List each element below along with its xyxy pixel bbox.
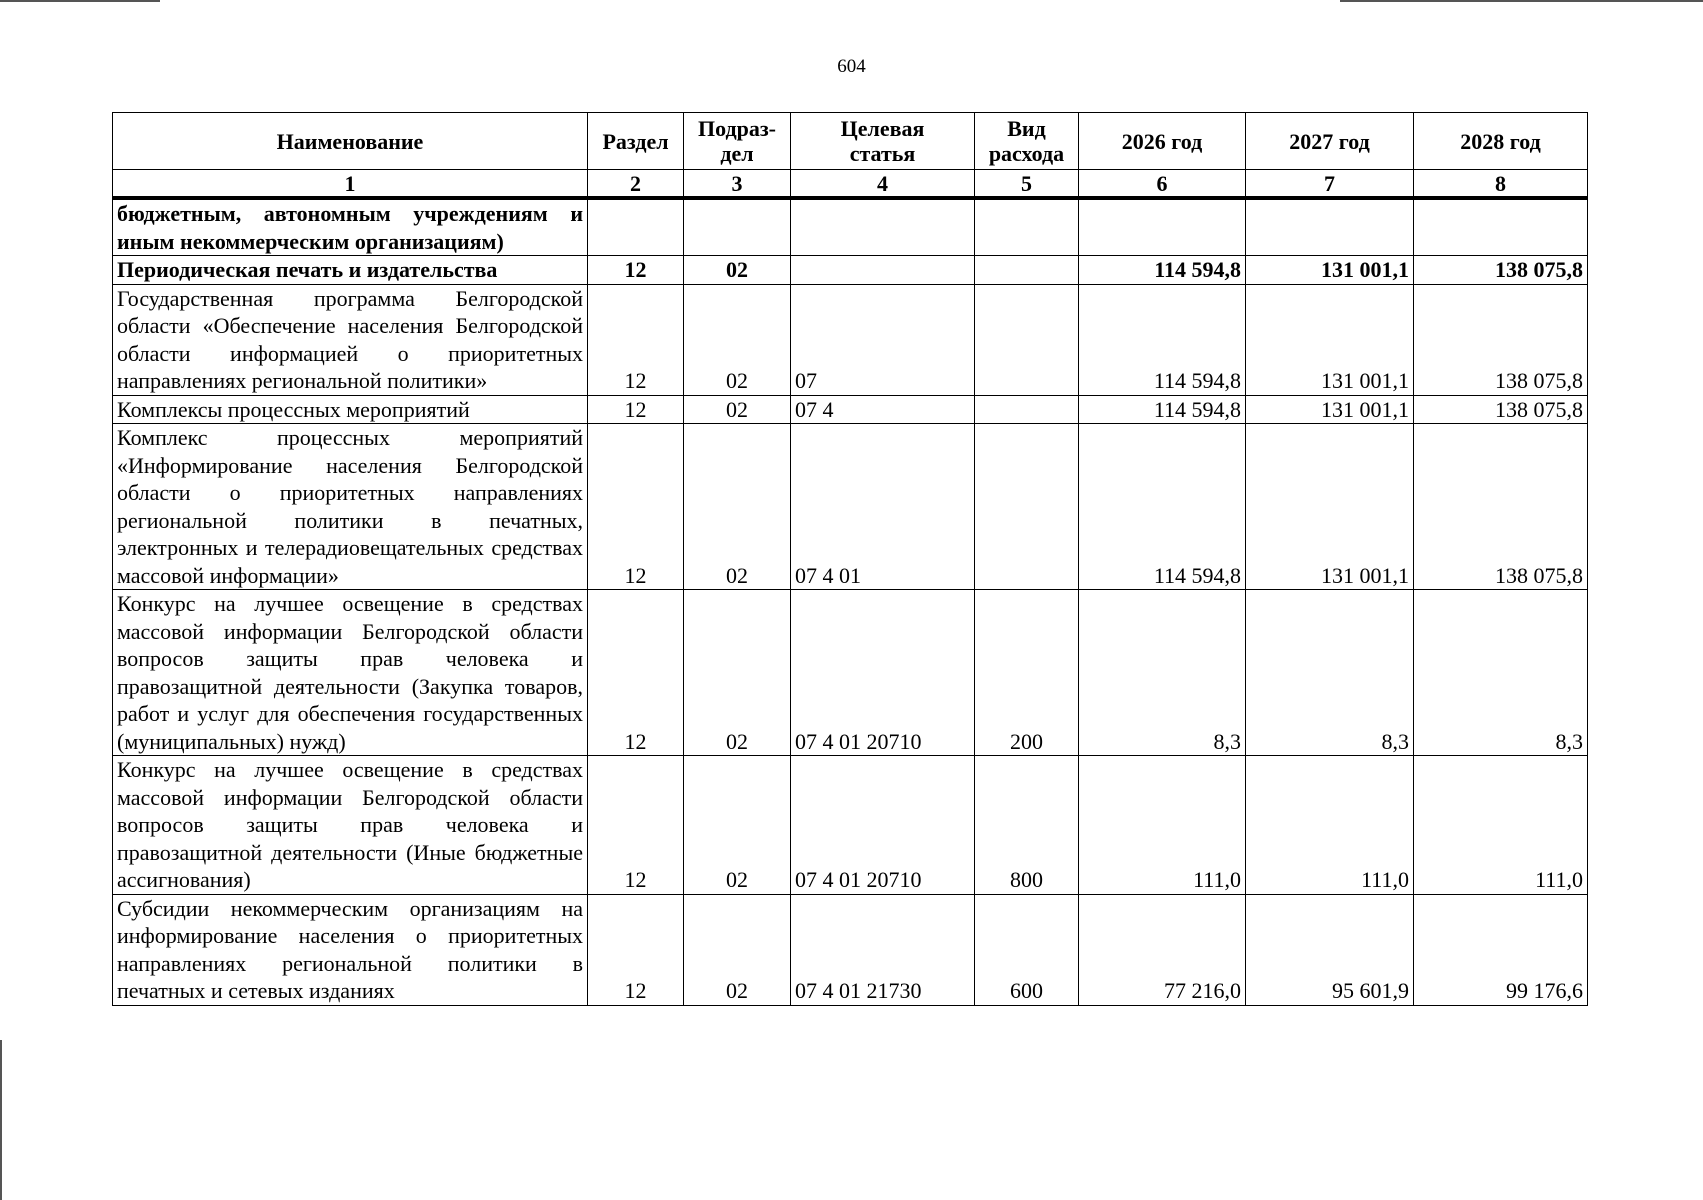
- amount-2026-cell: 114 594,8: [1079, 395, 1246, 424]
- table-body: [113, 198, 1588, 1005]
- amount-2026-cell: 77 216,0: [1079, 894, 1246, 1005]
- razdel-cell: 12: [588, 284, 684, 395]
- podrazdel-cell: 02: [684, 284, 791, 395]
- expense-type-cell: [975, 395, 1079, 424]
- razdel-cell: 12: [588, 590, 684, 756]
- header-cell: Раздел: [588, 113, 684, 170]
- razdel-cell: 12: [588, 424, 684, 590]
- amount-2027-cell: 131 001,1: [1246, 424, 1414, 590]
- amount-2026-cell: 114 594,8: [1079, 284, 1246, 395]
- column-number: 2: [588, 170, 684, 199]
- row-name-cell: бюджетным, автономным учреждениям и иным некоммерческим организациям): [113, 198, 588, 256]
- amount-2028-cell: 111,0: [1414, 756, 1588, 895]
- header-row: [113, 113, 1588, 170]
- table-row: [113, 756, 1588, 895]
- table-row: [113, 894, 1588, 1005]
- amount-2027-cell: 8,3: [1246, 590, 1414, 756]
- scan-edge-mark: [0, 0, 160, 2]
- row-name-cell: Государственная программа Белгородской области «Обеспечение населения Белгородской области информацией о приоритетных направлениях региональной политики»: [113, 284, 588, 395]
- expense-type-cell: [975, 198, 1079, 256]
- header-cell: Целевая статья: [791, 113, 975, 170]
- column-number: 6: [1079, 170, 1246, 199]
- table-row: [113, 256, 1588, 285]
- podrazdel-cell: 02: [684, 894, 791, 1005]
- target-article-cell: 07 4: [791, 395, 975, 424]
- expense-type-cell: 200: [975, 590, 1079, 756]
- column-number: 4: [791, 170, 975, 199]
- amount-2026-cell: 114 594,8: [1079, 424, 1246, 590]
- header-cell: 2028 год: [1414, 113, 1588, 170]
- podrazdel-cell: 02: [684, 256, 791, 285]
- amount-2028-cell: 138 075,8: [1414, 424, 1588, 590]
- amount-2027-cell: 131 001,1: [1246, 395, 1414, 424]
- razdel-cell: 12: [588, 395, 684, 424]
- target-article-cell: 07 4 01 20710: [791, 756, 975, 895]
- razdel-cell: 12: [588, 756, 684, 895]
- amount-2027-cell: 95 601,9: [1246, 894, 1414, 1005]
- table-row: [113, 590, 1588, 756]
- podrazdel-cell: 02: [684, 756, 791, 895]
- amount-2028-cell: 138 075,8: [1414, 284, 1588, 395]
- row-name-cell: Комплекс процессных мероприятий «Информирование населения Белгородской области о приоритетных направлениях региональной политики в печатных, электронных и телерадиовещательных средствах массовой информации»: [113, 424, 588, 590]
- scan-edge-mark: [0, 1040, 2, 1200]
- amount-2028-cell: 138 075,8: [1414, 256, 1588, 285]
- expense-type-cell: 800: [975, 756, 1079, 895]
- column-number: 5: [975, 170, 1079, 199]
- table-row: [113, 284, 1588, 395]
- target-article-cell: 07 4 01 21730: [791, 894, 975, 1005]
- expense-type-cell: [975, 284, 1079, 395]
- razdel-cell: [588, 198, 684, 256]
- scan-edge-mark: [1340, 0, 1703, 2]
- target-article-cell: [791, 256, 975, 285]
- amount-2026-cell: 8,3: [1079, 590, 1246, 756]
- budget-table: [112, 112, 1588, 1006]
- podrazdel-cell: 02: [684, 395, 791, 424]
- razdel-cell: 12: [588, 894, 684, 1005]
- amount-2027-cell: 131 001,1: [1246, 284, 1414, 395]
- table-row: [113, 198, 1588, 256]
- amount-2028-cell: 99 176,6: [1414, 894, 1588, 1005]
- amount-2028-cell: 138 075,8: [1414, 395, 1588, 424]
- amount-2027-cell: 131 001,1: [1246, 256, 1414, 285]
- header-cell: 2026 год: [1079, 113, 1246, 170]
- podrazdel-cell: 02: [684, 424, 791, 590]
- amount-2028-cell: [1414, 198, 1588, 256]
- razdel-cell: 12: [588, 256, 684, 285]
- row-name-cell: Конкурс на лучшее освещение в средствах массовой информации Белгородской области вопросов защиты прав человека и правозащитной деятельности (Иные бюджетные ассигнования): [113, 756, 588, 895]
- row-name-cell: Комплексы процессных мероприятий: [113, 395, 588, 424]
- podrazdel-cell: [684, 198, 791, 256]
- target-article-cell: 07 4 01: [791, 424, 975, 590]
- expense-type-cell: [975, 256, 1079, 285]
- header-cell: Подраз- дел: [684, 113, 791, 170]
- header-cell: Наименование: [113, 113, 588, 170]
- target-article-cell: 07: [791, 284, 975, 395]
- page-number: 604: [837, 56, 866, 77]
- row-name-cell: Периодическая печать и издательства: [113, 256, 588, 285]
- amount-2026-cell: 114 594,8: [1079, 256, 1246, 285]
- table-row: [113, 424, 1588, 590]
- amount-2026-cell: 111,0: [1079, 756, 1246, 895]
- target-article-cell: [791, 198, 975, 256]
- column-number: 8: [1414, 170, 1588, 199]
- table-row: [113, 395, 1588, 424]
- expense-type-cell: 600: [975, 894, 1079, 1005]
- column-number: 1: [113, 170, 588, 199]
- row-name-cell: Субсидии некоммерческим организациям на информирование населения о приоритетных направлениях региональной политики в печатных и сетевых изданиях: [113, 894, 588, 1005]
- amount-2027-cell: 111,0: [1246, 756, 1414, 895]
- header-cell: Вид расхода: [975, 113, 1079, 170]
- amount-2027-cell: [1246, 198, 1414, 256]
- row-name-cell: Конкурс на лучшее освещение в средствах массовой информации Белгородской области вопросов защиты прав человека и правозащитной деятельности (Закупка товаров, работ и услуг для обеспечения государственных (муниципальных) нужд): [113, 590, 588, 756]
- podrazdel-cell: 02: [684, 590, 791, 756]
- column-number: 7: [1246, 170, 1414, 199]
- header-cell: 2027 год: [1246, 113, 1414, 170]
- amount-2026-cell: [1079, 198, 1246, 256]
- target-article-cell: 07 4 01 20710: [791, 590, 975, 756]
- expense-type-cell: [975, 424, 1079, 590]
- column-number: 3: [684, 170, 791, 199]
- column-number-row: [113, 170, 1588, 199]
- amount-2028-cell: 8,3: [1414, 590, 1588, 756]
